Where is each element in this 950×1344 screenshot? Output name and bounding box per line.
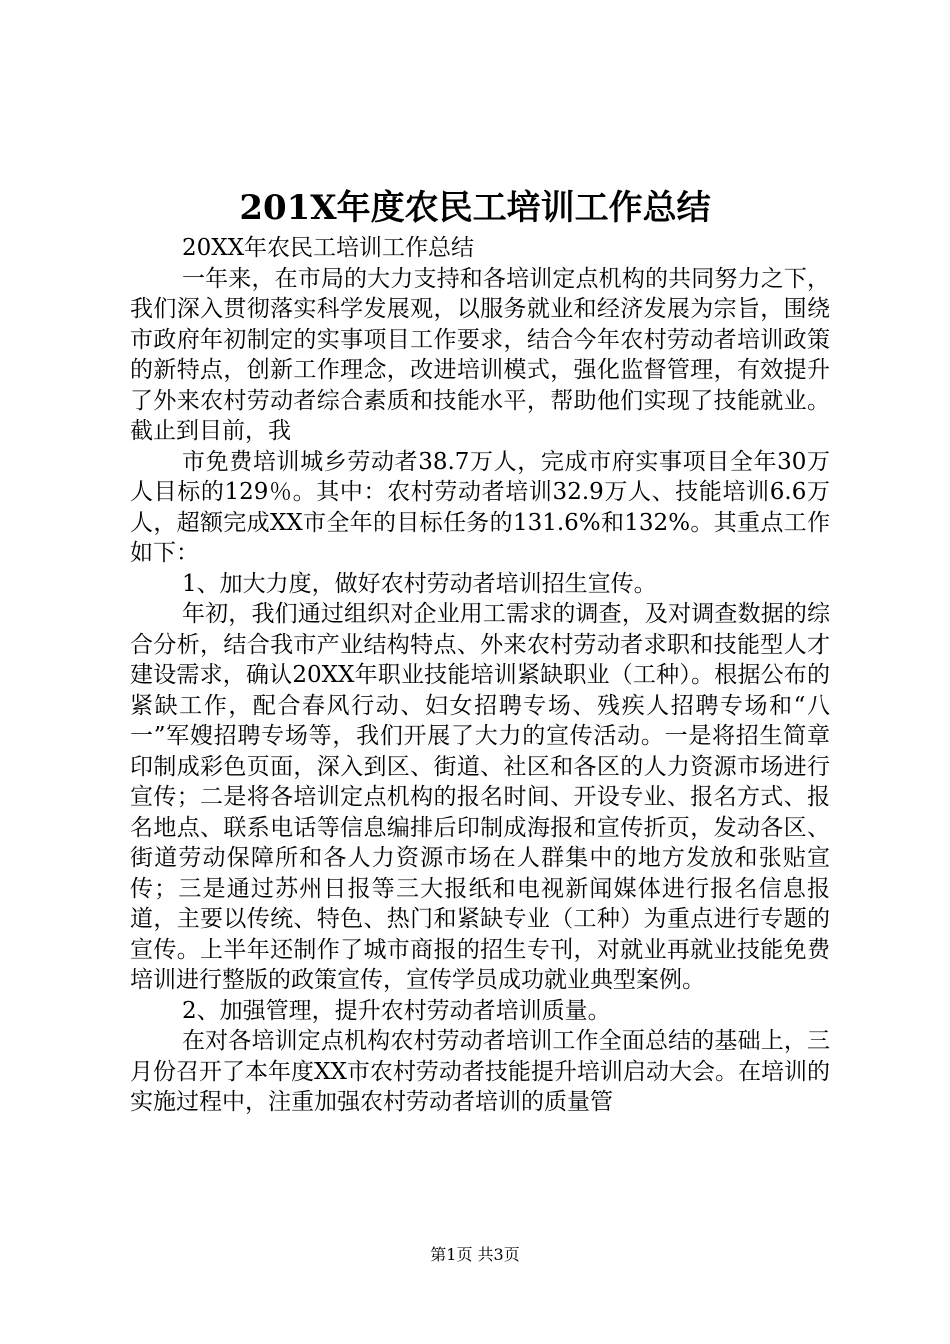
section-heading-1: 1、加大力度，做好农村劳动者培训招生宣传。 bbox=[182, 570, 657, 597]
document-body bbox=[130, 233, 830, 1118]
page-number-footer: 第1页 共3页 bbox=[430, 1245, 520, 1264]
paragraph-statistics: 市免费培训城乡劳动者38.7万人，完成市府实事项目全年30万人目标的129％。其中：农村劳动者培训32.9万人、技能培训6.6万人，超额完成XX市全年的目标任务的131.6%和132%。其重点工作如下： bbox=[130, 448, 830, 566]
paragraph-publicity: 年初，我们通过组织对企业用工需求的调查，及对调查数据的综合分析，结合我市产业结构特点、外来农村劳动者求职和技能型人才建设需求，确认20XX年职业技能培训紧缺职业（工种）。根据公布的紧缺工作，配合春风行动、妇女招聘专场、残疾人招聘专场和“八一”军嫂招聘专场等，我们开展了大力的宣传活动。一是将招生简章印制成彩色页面，深入到区、街道、社区和各区的人力资源市场进行宣传；二是将各培训定点机构的报名时间、开设专业、报名方式、报名地点、联系电话等信息编排后印制成海报和宣传折页，发动各区、街道劳动保障所和各人力资源市场在人群集中的地方发放和张贴宣传；三是通过苏州日报等三大报纸和电视新闻媒体进行报名信息报道，主要以传统、特色、热门和紧缺专业（工种）为重点进行专题的宣传。上半年还制作了城市商报的招生专刊，对就业再就业技能免费培训进行整版的政策宣传，宣传学员成功就业典型案例。 bbox=[130, 601, 830, 993]
paragraph-intro: 一年来，在市局的大力支持和各培训定点机构的共同努力之下，我们深入贯彻落实科学发展观，以服务就业和经济发展为宗旨，围绕市政府年初制定的实事项目工作要求，结合今年农村劳动者培训政策的新特点，创新工作理念，改进培训模式，强化监督管理，有效提升了外来农村劳动者综合素质和技能水平，帮助他们实现了技能就业。截止到目前，我 bbox=[130, 265, 830, 444]
paragraph-management: 在对各培训定点机构农村劳动者培训工作全面总结的基础上，三月份召开了本年度XX市农村劳动者技能提升培训启动大会。在培训的实施过程中，注重加强农村劳动者培训的质量管 bbox=[130, 1028, 830, 1115]
paragraph-subtitle: 20XX年农民工培训工作总结 bbox=[182, 235, 475, 261]
document-title: 201X年度农民工培训工作总结 bbox=[239, 188, 711, 228]
section-heading-2: 2、加强管理，提升农村劳动者培训质量。 bbox=[182, 997, 611, 1024]
